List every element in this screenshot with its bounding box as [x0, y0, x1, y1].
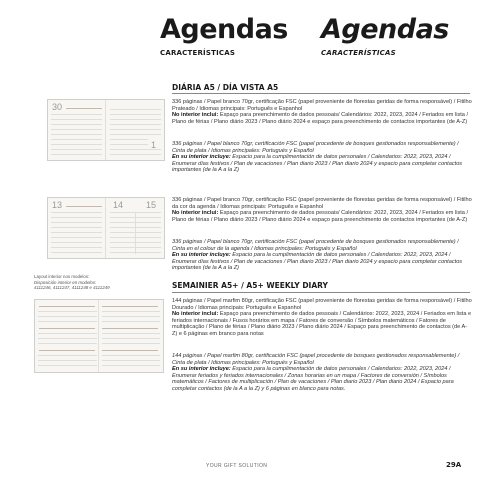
- page-subtitle-es: CARACTERÍSTICAS: [321, 49, 396, 57]
- ruled-line: [38, 311, 97, 312]
- spread-fold: [105, 100, 106, 160]
- ruled-line: [51, 232, 102, 233]
- header-line: [66, 108, 102, 109]
- ruled-line: [110, 119, 161, 120]
- desc-text: 336 páginas / Papel branco 70gr, certificação FSC (papel proveniente de florestas geridas de forma responsável) / Fitilho da cor da agenda / Idiomas principais: Português e Espanhol: [172, 197, 472, 210]
- ruled-line: [110, 232, 161, 233]
- ruled-line: [102, 316, 160, 317]
- day-number: 30: [52, 102, 63, 112]
- ruled-line: [51, 222, 102, 223]
- ruled-line: [51, 154, 102, 155]
- ruled-line: [38, 333, 97, 334]
- ruled-line: [110, 129, 161, 130]
- weekly-spread-image: [34, 299, 164, 373]
- ruled-line: [51, 114, 102, 115]
- header-line: [39, 328, 95, 329]
- ruled-line: [51, 124, 102, 125]
- section-title-a5: DIÁRIA A5 / DÍA VISTA A5: [172, 83, 279, 92]
- ruled-line: [102, 338, 160, 339]
- section-divider-weekly: [172, 292, 470, 293]
- ruled-line: [51, 149, 102, 150]
- header-line: [102, 328, 158, 329]
- ruled-line: [102, 355, 160, 356]
- description-es-1: [172, 141, 472, 174]
- ruled-line: [110, 109, 161, 110]
- desc-text: Espaço para preenchimento de dados pessoais / Calendários: 2022, 2023, 2024 / Feriados em lista e feriados internacionais / Fusos horários em mapa / Fatores de conversão / Símbolos matemáticos / Fatores de multiplicação / Plano de férias / Plano diário 2023 / Plano diário 2024 / Espaço para preenchimento de contactos (de A-Z) e 6 páginas em branco para notas: [172, 311, 472, 337]
- diary-spread-image-2: [47, 197, 165, 259]
- day-number: 15: [146, 200, 157, 210]
- ruled-line: [110, 227, 161, 228]
- caption-line: Disposición interior en modelos:: [34, 279, 97, 285]
- desc-text: 336 páginas / Papel blanco 70gr, certificación FSC (papel procedente de bosques gestionados responsablemente) / Cinta de plata / Idiomas principales: Portugués y Español: [172, 141, 459, 154]
- ruled-line: [38, 355, 97, 356]
- ruled-line: [110, 242, 161, 243]
- ruled-line: [51, 227, 102, 228]
- page-number: 29A: [446, 461, 462, 469]
- ruled-line: [38, 321, 97, 322]
- desc-text: 144 páginas / Papel marfim 80gr, certificação FSC (papel proveniente de florestas geridas de forma responsável) / Fitilho Dourado / Idiomas principais: Português e Espanhol: [172, 298, 472, 311]
- ruled-line: [51, 237, 102, 238]
- desc-text: Espaço para preenchimento de dados pessoais/ Calendários: 2022, 2023, 2024 / Feriados em lista / Plano de férias / Plano diário 2023 / Plano diário 2024 e espaço para preenchimento de contactos importantes (de A-Z): [172, 112, 469, 125]
- ruled-line: [102, 333, 160, 334]
- diary-spread-image-1: [47, 99, 165, 161]
- description-es-2: [172, 239, 472, 272]
- ruled-line: [110, 154, 161, 155]
- desc-bold: En su interior incluye:: [172, 154, 231, 161]
- ruled-line: [38, 316, 97, 317]
- ruled-line: [110, 149, 161, 150]
- ruled-line: [110, 247, 161, 248]
- desc-text: 144 páginas / Papel marfim 80gr, certificación FSC (papel procedente de bosques gestionados responsablemente) / Cinta de plata / Idiomas principales: Portugués y Español: [172, 353, 460, 366]
- section-title-weekly: SEMAINIER A5+ / A5+ WEEKLY DIARY: [172, 281, 328, 290]
- ruled-line: [102, 343, 160, 344]
- ruled-line: [51, 217, 102, 218]
- page-subtitle-pt: CARACTERÍSTICAS: [160, 49, 236, 57]
- ruled-line: [102, 360, 160, 361]
- desc-text: Espacio para la cumplimentación de datos personales / Calendarios: 2022, 2023, 2024 / Enumerar días festivos / Plan de vacaciones / Plan diario 2023 / Plan diario 2024 y espacio para completar contactos importantes (de la A a la Z): [172, 252, 463, 272]
- desc-bold: No interior inclui:: [172, 311, 219, 318]
- layout-caption: [34, 274, 110, 291]
- ruled-line: [102, 311, 160, 312]
- ruled-line: [110, 222, 161, 223]
- desc-text: Espacio para la cumplimentación de datos personales / Calendarios: 2022, 2023, 2024 / Enumerar días festivos / Plan de vacaciones / Plan diario 2023 / Plan diario 2024 y espacio para completar contactos importantes (de la A a la Z): [172, 154, 463, 174]
- footer-brand: YOUR GIFT SOLUTION: [206, 463, 268, 469]
- spread-fold: [105, 198, 106, 258]
- header-line: [39, 306, 95, 307]
- spread-fold: [98, 300, 99, 372]
- desc-bold: En su interior incluye:: [172, 252, 231, 259]
- description-pt-weekly: [172, 298, 472, 338]
- ruled-line: [51, 252, 102, 253]
- day-number: 13: [52, 200, 63, 210]
- desc-bold: No interior inclui:: [172, 112, 219, 119]
- day-number-right: 1: [151, 140, 157, 150]
- ruled-line: [38, 338, 97, 339]
- header-line: [102, 350, 158, 351]
- ruled-line: [110, 252, 161, 253]
- desc-text: 336 páginas / Papel branco 70gr, certificação FSC (papel proveniente de florestas geridas de forma responsável) / Fitilho Prateado / Idiomas principais: Português e Espanhol: [172, 99, 472, 112]
- ruled-line: [110, 114, 161, 115]
- day-number: 14: [113, 200, 124, 210]
- desc-bold: En su interior incluye:: [172, 366, 231, 373]
- header-line: [102, 306, 158, 307]
- description-pt-2: [172, 197, 472, 223]
- ruled-line: [38, 360, 97, 361]
- ruled-line: [110, 212, 161, 213]
- ruled-line: [51, 144, 102, 145]
- ruled-line: [51, 247, 102, 248]
- header-line: [39, 350, 95, 351]
- ruled-line: [102, 321, 160, 322]
- desc-text: 336 páginas / Papel blanco 70gr, certificación FSC (papel procedente de bosques gestionados responsablemente) / Cinta en el colour de la agenda / Idiomas principales: Portugués y Español: [172, 239, 459, 252]
- description-pt-1: [172, 99, 472, 125]
- caption-line: 4111246, 4111247, 4111248 e 4111249: [34, 285, 110, 291]
- description-es-weekly: [172, 353, 472, 393]
- ruled-line: [51, 129, 102, 130]
- ruled-line: [51, 134, 102, 135]
- ruled-line: [51, 119, 102, 120]
- header-line: [66, 206, 102, 207]
- page-title-pt: Agendas: [160, 14, 288, 45]
- desc-text: Espacio para la cumplimentación de datos personales / Calendarios: 2022, 2023, 2024 / Enumerar feriados y feriados internacionales / Zonas horarias en un mapa / Factores de conversión / Símbolos matemáticos / Factores de multiplicación / Plan de vacaciones / Plan diario 2023 / Plan diario 2024 / Espacio para completar contactos (de la A a la Z) y 6 páginas en blanco para notas.: [172, 366, 454, 392]
- section-divider-a5: [172, 93, 470, 94]
- ruled-line: [51, 212, 102, 213]
- ruled-line: [110, 237, 161, 238]
- ruled-line: [102, 365, 160, 366]
- desc-bold: No interior inclui:: [172, 210, 219, 217]
- ruled-line: [110, 144, 148, 145]
- desc-text: Espaço para preenchimento de dados pessoais/ Calendários: 2022, 2023, 2024 / Feriados em lista / Plano de férias / Plano diário 2023 / Plano diário 2024 e espaço para preenchimento de contactos importantes (de A-Z): [172, 210, 469, 223]
- ruled-line: [110, 139, 148, 140]
- ruled-line: [38, 343, 97, 344]
- ruled-line: [51, 139, 102, 140]
- ruled-line: [110, 217, 161, 218]
- ruled-line: [38, 365, 97, 366]
- ruled-line: [51, 242, 102, 243]
- ruled-line: [110, 134, 161, 135]
- page-title-es: Agendas: [321, 14, 449, 45]
- caption-line: Layout interior nos modelos:: [34, 274, 90, 279]
- ruled-line: [110, 124, 161, 125]
